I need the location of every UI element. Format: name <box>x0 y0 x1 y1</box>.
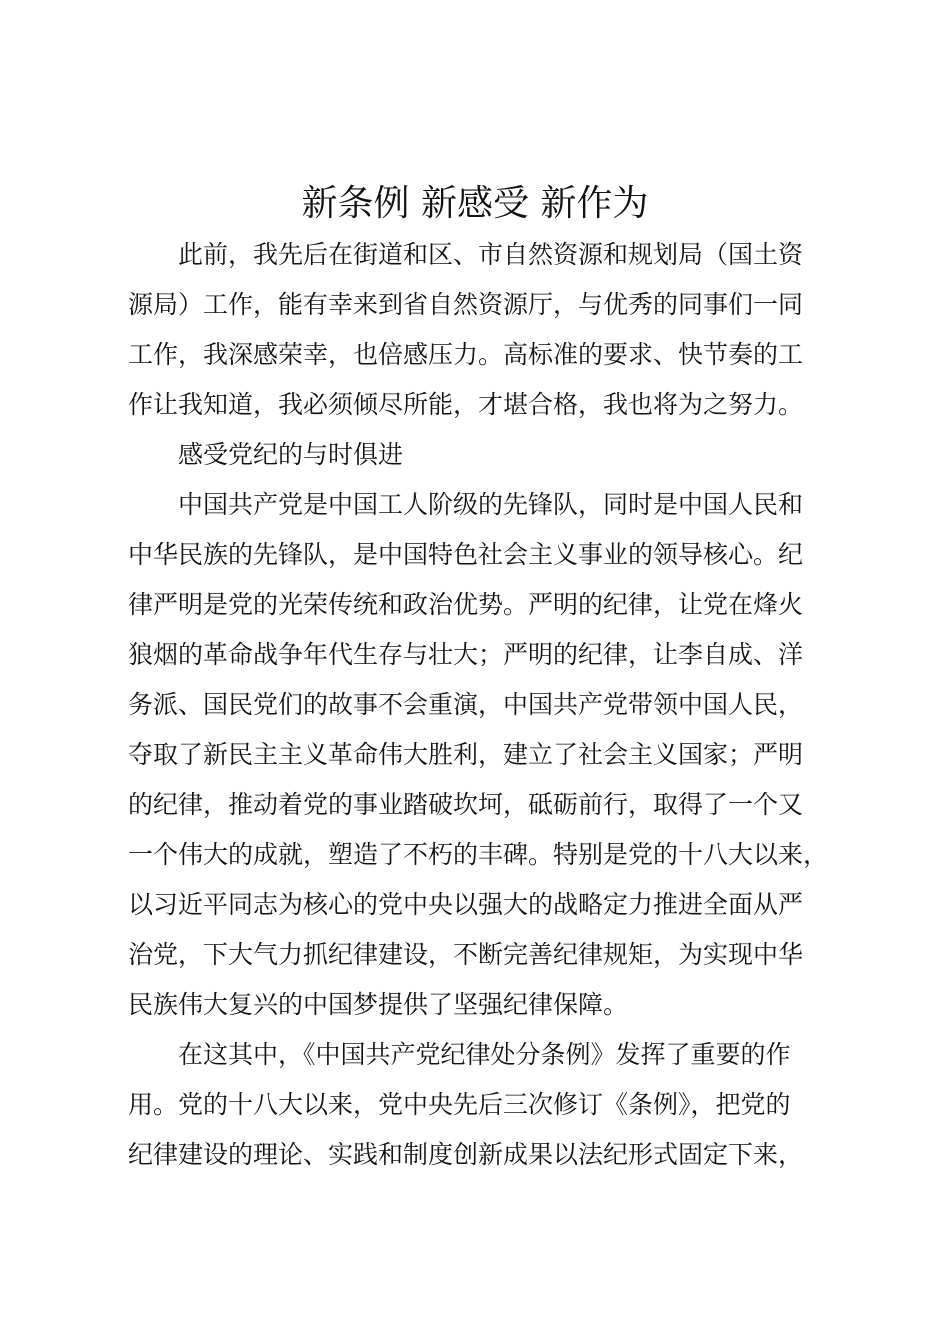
body-line: 感受党纪的与时俱进 <box>178 440 404 469</box>
body-line: 此前，我先后在街道和区、市自然资源和规划局（国土资 <box>178 240 804 269</box>
body-line: 治党，下大气力抓纪律建设，不断完善纪律规矩，为实现中华 <box>128 940 804 969</box>
document-body <box>128 230 848 1180</box>
body-line: 以习近平同志为核心的党中央以强大的战略定力推进全面从严 <box>128 890 804 919</box>
body-line: 在这其中，《中国共产党纪律处分条例》发挥了重要的作 <box>178 1040 791 1069</box>
body-line: 工作，我深感荣幸，也倍感压力。高标准的要求、快节奏的工 <box>128 340 804 369</box>
body-line: 律严明是党的光荣传统和政治优势。严明的纪律，让党在烽火 <box>128 590 804 619</box>
body-line: 的纪律，推动着党的事业踏破坎坷，砥砺前行，取得了一个又 <box>128 790 804 819</box>
body-line: 中华民族的先锋队，是中国特色社会主义事业的领导核心。纪 <box>128 540 804 569</box>
document-title: 新条例 新感受 新作为 <box>301 183 649 224</box>
body-line: 狼烟的革命战争年代生存与壮大；严明的纪律，让李自成、洋 <box>128 640 804 669</box>
body-line: 用。党的十八大以来，党中央先后三次修订《条例》，把党的 <box>128 1090 791 1119</box>
body-line: 民族伟大复兴的中国梦提供了坚强纪律保障。 <box>128 990 629 1019</box>
body-line: 中国共产党是中国工人阶级的先锋队，同时是中国人民和 <box>178 490 804 519</box>
body-line: 源局）工作，能有幸来到省自然资源厅，与优秀的同事们一同 <box>128 290 804 319</box>
body-line: 作让我知道，我必须倾尽所能，才堪合格，我也将为之努力。 <box>128 390 804 419</box>
body-line: 纪律建设的理论、实践和制度创新成果以法纪形式固定下来， <box>128 1140 804 1169</box>
body-line: 一个伟大的成就，塑造了不朽的丰碑。特别是党的十八大以来， <box>128 840 829 869</box>
body-line: 夺取了新民主主义革命伟大胜利，建立了社会主义国家；严明 <box>128 740 804 769</box>
body-line: 务派、国民党们的故事不会重演，中国共产党带领中国人民， <box>128 690 804 719</box>
